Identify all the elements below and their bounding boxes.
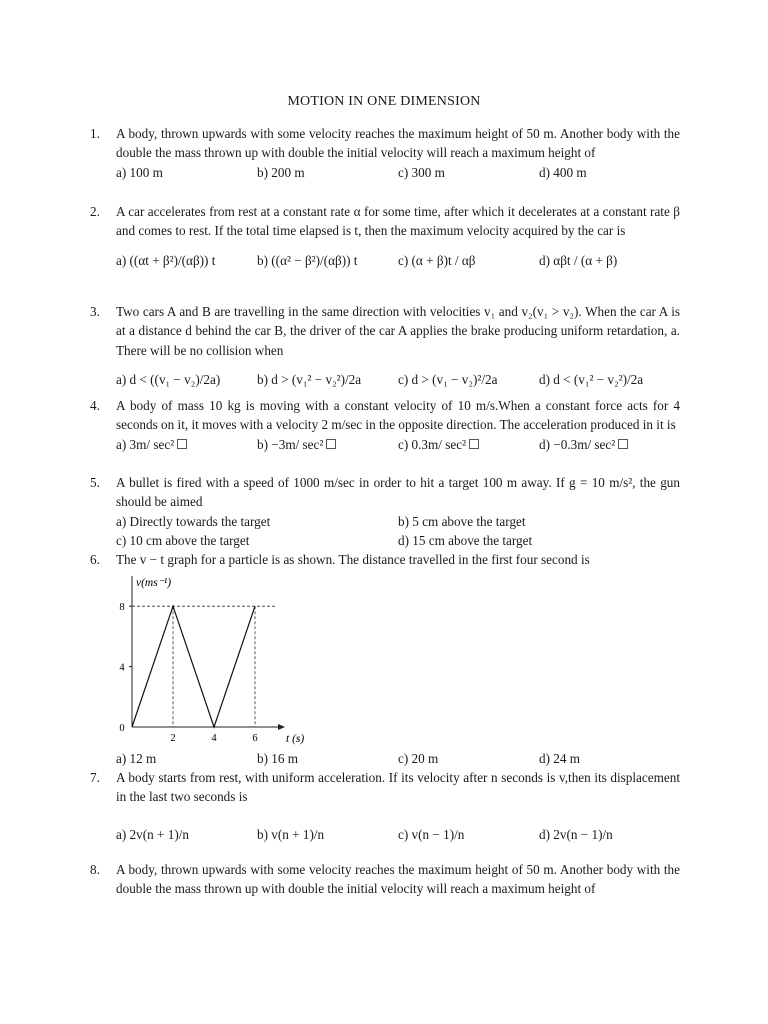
question-1 [90,124,680,182]
question-number: 5. [90,475,100,490]
option-d[interactable]: d) d < (v₁² − v₂²)/2a [539,372,644,388]
options-row [116,435,680,454]
question-6-options [90,749,680,768]
option-b[interactable]: b) v(n + 1)/n [257,826,325,842]
question-number: 4. [90,398,100,413]
page-title: MOTION IN ONE DIMENSION [287,94,481,109]
option-c[interactable]: c) v(n − 1)/n [398,826,465,842]
question-8 [90,860,680,899]
options-row [116,163,680,182]
option-a[interactable]: a) 100 m [116,164,163,180]
options-row [116,512,680,531]
question-2 [90,202,680,281]
velocity-time-graph [110,572,310,747]
option-d[interactable]: d) 400 m [539,164,587,180]
question-number: 7. [90,770,100,785]
option-b[interactable]: b) ((α² − β²)/(αβ)) t [257,252,358,268]
option-c[interactable]: c) 300 m [398,164,445,180]
question-number: 2. [90,204,100,219]
option-a[interactable]: a) 12 m [116,751,157,766]
question-3 [90,302,680,396]
option-c[interactable]: c) 10 cm above the target [116,532,250,548]
option-a-text: a) 3m/ sec² [116,436,175,452]
question-5 [90,473,680,550]
question-7 [90,768,680,859]
y-tick-label: 8 [119,602,125,614]
question-stem: Two cars A and B are travelling in the same direction with velocities v₁ and v₂(v₁ > v₂). When the car A is at a distance d behind the car B, the driver of the car A applies the brake producing uniform retardation, a. There will be no collision when [116,304,680,358]
checkbox-icon [326,439,336,449]
checkbox-icon [469,439,479,449]
y-tick-label: 4 [119,662,125,674]
option-c[interactable]: c) d > (v₁ − v₂)²/2a [398,372,498,388]
question-stem: A bullet is fired with a speed of 1000 m/sec in order to hit a target 100 m away. If g = 10 m/s², the gun should be aimed [116,475,680,510]
x-tick-label: 6 [252,733,258,744]
option-d-text: d) −0.3m/ sec² [539,436,616,452]
option-b[interactable]: b) 200 m [257,164,305,180]
checkbox-icon [618,439,628,449]
question-4 [90,396,680,454]
option-b-text: b) −3m/ sec² [257,436,324,452]
option-a[interactable] [116,435,187,454]
question-stem: A body starts from rest, with uniform acceleration. If its velocity after n seconds is v,then its displacement in the last two seconds is [116,770,680,805]
velocity-line [132,606,255,727]
option-c[interactable]: c) 20 m [398,751,439,766]
option-c-text: c) 0.3m/ sec² [398,436,467,452]
options-row [116,807,680,859]
question-6 [90,550,680,569]
options-row [116,360,680,396]
vt-graph-svg [110,572,310,747]
option-a[interactable]: a) d < ((v₁ − v₂)/2a) [116,372,221,388]
option-a[interactable]: a) ((αt + β²)/(αβ)) t [116,252,216,268]
question-number: 8. [90,862,100,877]
option-a[interactable]: a) Directly towards the target [116,513,271,529]
question-number: 6. [90,552,100,567]
option-a[interactable]: a) 2v(n + 1)/n [116,826,189,842]
option-c[interactable] [398,435,479,454]
option-b[interactable]: b) 5 cm above the target [398,513,526,529]
question-stem: The v − t graph for a particle is as shown. The distance travelled in the first four second is [116,552,590,567]
option-d[interactable]: d) 15 cm above the target [398,532,533,548]
options-row [116,531,680,550]
option-b[interactable] [257,435,336,454]
x-tick-label: 4 [211,733,217,744]
x-axis-label: t (s) [286,733,305,745]
options-row [116,241,680,281]
question-number: 3. [90,304,100,319]
option-d[interactable]: d) 24 m [539,751,581,766]
option-c[interactable]: c) (α + β)t / αβ [398,252,476,268]
question-stem: A body of mass 10 kg is moving with a constant velocity of 10 m/s.When a constant force acts for 4 seconds on it, it moves with a velocity 2 m/sec in the opposite direction. The acceleration produced in it is [116,398,680,433]
option-b[interactable]: b) d > (v₁² − v₂²)/2a [257,372,362,388]
x-axis-arrow-icon [278,724,285,730]
option-d[interactable]: d) αβt / (α + β) [539,252,618,268]
question-stem: A body, thrown upwards with some velocity reaches the maximum height of 50 m. Another body with the double the mass thrown up with double the initial velocity will reach a maximum height of [116,862,680,897]
options-row [116,749,680,768]
option-d[interactable]: d) 2v(n − 1)/n [539,826,613,842]
checkbox-icon [177,439,187,449]
x-tick-label: 2 [170,733,176,744]
y-tick-label: 0 [119,723,125,734]
question-number: 1. [90,126,100,141]
option-d[interactable] [539,435,628,454]
y-axis-label: v(ms⁻¹) [136,577,172,589]
option-b[interactable]: b) 16 m [257,751,299,766]
question-stem: A body, thrown upwards with some velocity reaches the maximum height of 50 m. Another body with the double the mass thrown up with double the initial velocity will reach a maximum height of [116,126,680,161]
question-stem: A car accelerates from rest at a constant rate α for some time, after which it decelerates at a constant rate β and comes to rest. If the total time elapsed is t, then the maximum velocity acquired by the car is [116,204,680,239]
